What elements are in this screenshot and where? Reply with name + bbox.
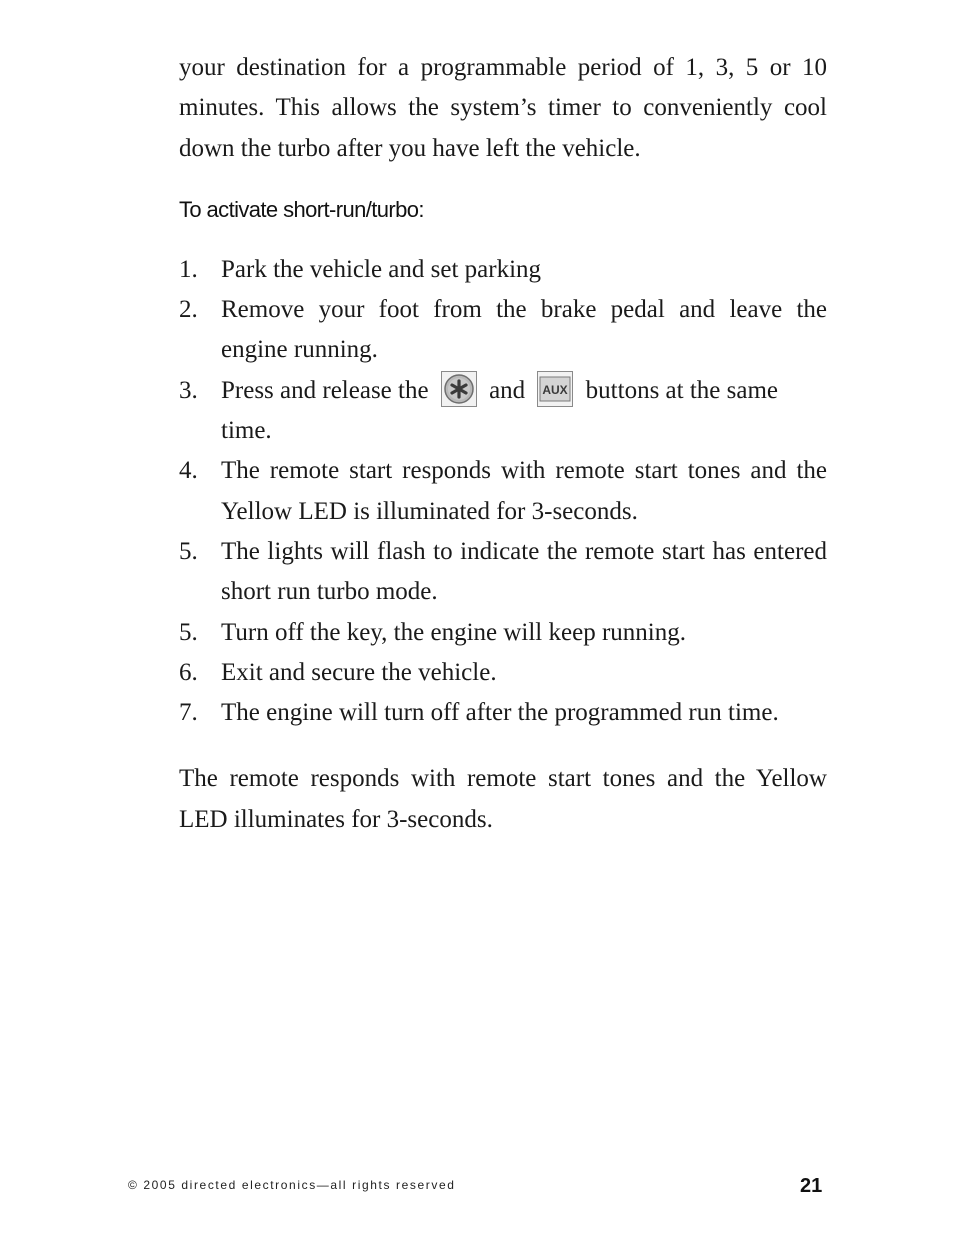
step-number: 4.: [179, 457, 198, 485]
list-item: [179, 371, 827, 452]
step-text: Park the vehicle and set parking: [221, 255, 542, 283]
list-item: [179, 693, 827, 733]
closing-paragraph: The remote responds with remote start tones and the Yellow LED illuminates for 3-seconds.: [179, 765, 827, 833]
step-number: 1.: [179, 255, 198, 283]
step-text: Exit and secure the vehicle.: [221, 658, 497, 686]
step-text-after: buttons at the same time.: [221, 376, 778, 445]
page-content: [179, 48, 827, 840]
page-number: 21: [800, 1175, 823, 1197]
step-text: Remove your foot from the brake pedal and leave the engine running.: [221, 296, 827, 364]
step-text: The lights will flash to indicate the remote start has entered short run turbo mode.: [221, 537, 827, 606]
step-text: Turn off the key, the engine will keep running.: [221, 618, 686, 646]
step-text: [221, 371, 827, 452]
aux-button-icon: [537, 371, 573, 407]
step-text: The remote start responds with remote start tones and the Yellow LED is illuminated for 3-seconds.: [221, 457, 827, 525]
footer-copyright: © 2005 directed electronics—all rights reserved: [128, 1178, 456, 1192]
step-number: 6.: [179, 658, 198, 686]
list-item: [179, 653, 827, 693]
list-item: [179, 290, 827, 371]
aux-label: AUX: [542, 383, 569, 398]
steps-list: [179, 250, 827, 734]
step-number: 3.: [179, 376, 198, 404]
list-item: [179, 250, 827, 290]
step-number: 5.: [179, 618, 198, 646]
list-item: [179, 451, 827, 532]
step-text-before: Press and release the: [221, 376, 429, 404]
step-number: 7.: [179, 699, 198, 727]
list-item: [179, 613, 827, 653]
list-item: [179, 532, 827, 613]
step-text: The engine will turn off after the programmed run time.: [221, 699, 779, 727]
step-number: 2.: [179, 296, 198, 324]
step-number: 5.: [179, 537, 198, 565]
section-heading: To activate short-run/turbo:: [179, 196, 424, 222]
step-text-middle: and: [489, 376, 526, 404]
star-button-icon: [441, 371, 477, 407]
intro-paragraph: your destination for a programmable period of 1, 3, 5 or 10 minutes. This allows the system’s timer to conveniently cool down the turbo after you have left the vehicle.: [179, 54, 827, 162]
